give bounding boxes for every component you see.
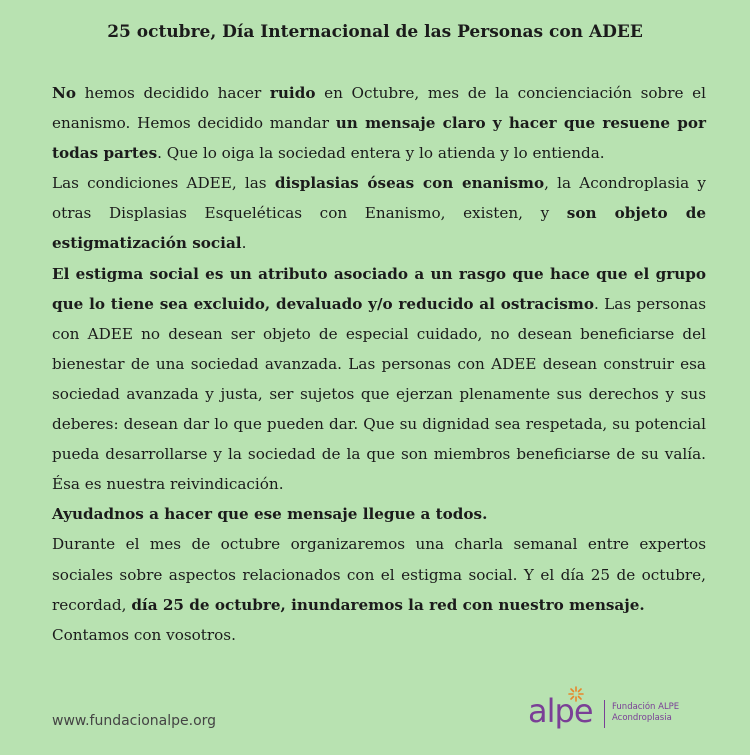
bold-text-run: ruido xyxy=(269,84,316,102)
text-run: Contamos con vosotros. xyxy=(52,625,236,644)
alpe-logo xyxy=(528,686,718,738)
paragraph xyxy=(52,620,706,650)
page-title: 25 octubre, Día Internacional de las Personas con ADEE xyxy=(107,22,643,42)
text-run: Durante el mes de octubre organizaremos una charla semanal entre expertos sociales sobre aspectos relacionados con el estigma social. Y el día 25 de octubre, recordad, xyxy=(52,535,706,614)
text-run: . xyxy=(241,234,247,253)
bold-text-run: son objeto de estigmatización social xyxy=(52,204,706,253)
logo-caption xyxy=(612,702,679,724)
bold-text-run: No xyxy=(52,84,77,102)
logo-divider xyxy=(604,700,605,728)
text-run: . Las personas con ADEE no desean ser objeto de especial cuidado, no desean beneficiarse del bienestar de una sociedad avanzada. Las personas con ADEE desean construir esa sociedad avanzada y justa, ser sujetos que ejerzan plenamente sus derechos y sus deberes: desean dar lo que pueden dar. Que su dignidad sea respetada, su potencial pueda desarrollarse y la sociedad de la que son miembros beneficiarse de su valía. Ésa es nuestra reivindicación. xyxy=(52,294,706,494)
logo-line-1: Fundación ALPE xyxy=(612,702,680,712)
text-run: hemos decidido hacer xyxy=(76,84,270,102)
text-run: en Octubre, mes de la concienciación sobre el enanismo. Hemos decidido mandar xyxy=(52,84,706,133)
paragraph xyxy=(52,78,706,168)
paragraph xyxy=(52,259,706,500)
website-link[interactable]: www.fundacionalpe.org xyxy=(52,713,217,729)
bold-text-run: displasias óseas con enanismo xyxy=(274,174,545,193)
text-run: , la Acondroplasia y otras Displasias Esqueléticas con Enanismo, existen, y xyxy=(52,174,706,223)
logo-line-2: Acondroplasia xyxy=(612,713,672,723)
paragraph xyxy=(52,499,706,529)
text-run: Las condiciones ADEE, las xyxy=(52,174,275,193)
body-text xyxy=(52,78,706,650)
bold-text-run: día 25 de octubre, inundaremos la red con nuestro mensaje. xyxy=(131,595,645,614)
bold-text-run: Ayudadnos a hacer que ese mensaje llegue a todos. xyxy=(52,505,488,524)
bold-text-run: un mensaje claro y hacer que resuene por todas partes xyxy=(52,114,706,163)
text-run: . Que lo oiga la sociedad entera y lo atienda y lo entienda. xyxy=(157,144,605,163)
paragraph xyxy=(52,168,706,258)
bold-text-run: El estigma social es un atributo asociado a un rasgo que hace que el grupo que lo tiene sea excluido, devaluado y/o reducido al ostracismo xyxy=(52,264,706,313)
paragraph xyxy=(52,529,706,619)
logo-wordmark: alpe xyxy=(528,692,593,730)
